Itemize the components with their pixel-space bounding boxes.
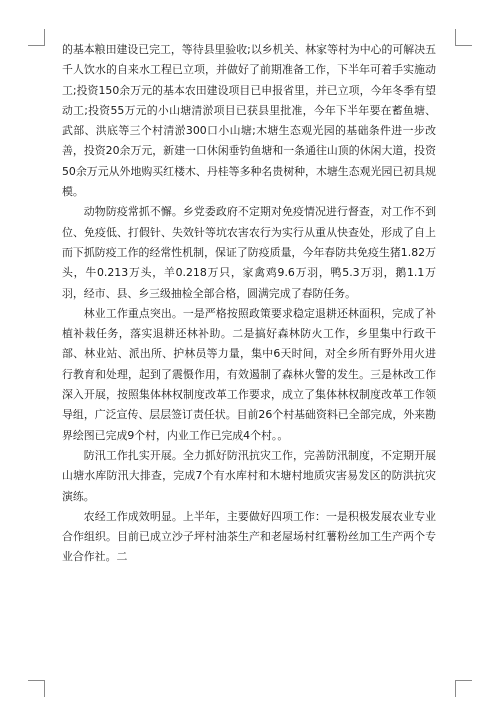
- paragraph-rural-economy: 农经工作成效明显。上半年，主要做好四项工作：一是积极发展农业专业合作组织。目前已成立沙子坪村油茶生产和老屋场村红薯粉丝加工生产两个专业合作社。二: [62, 509, 436, 564]
- paragraph-infrastructure: 的基本粮田建设已完工，等待县里验收;以乡机关、林家等村为中心的可解决五千人饮水的自来水工程已立项，并做好了前期准备工作，下半年可着手实施动工;投资150余万元的基本农田建设项目已申报省里，并已立项，今年冬季有望动工;投资55万元的小山塘清淤项目已获县里批准，今年下半年要在蓄鱼塘、武部、洪底等三个村清淤300口小山塘;木塘生态观光园的基础条件进一步改善，投资20余万元，新建一口休闲垂钓鱼塘和一条通往山顶的休闲大道，投资50余万元从外地购买红楼木、丹桂等多种名贵树种，木塘生态观光园已初具规模。: [62, 43, 436, 199]
- document-body: [62, 40, 436, 568]
- page-corner-mark-top-right: [455, 29, 472, 46]
- page-corner-mark-bottom-right: [455, 680, 472, 697]
- page-corner-mark-top-left: [28, 29, 45, 46]
- page-corner-mark-bottom-left: [28, 680, 45, 697]
- paragraph-animal-epidemic-prevention: 动物防疫常抓不懈。乡党委政府不定期对免疫情况进行督查，对工作不到位、免疫低、打假针、失效针等坑农害农行为实行从重从快查处，形成了自上而下抓防疫工作的经常性机制，保证了防疫质量，今年春防共免疫生猪1.82万头，牛0.213万头，羊0.218万只，家禽鸡9.6万羽，鸭5.3万羽，鹅1.1万羽，经市、县、乡三级抽检全部合格，圆满完成了春防任务。: [62, 205, 436, 300]
- paragraph-forestry-work: 林业工作重点突出。一是严格按照政策要求稳定退耕还林面积，完成了补植补栽任务，落实退耕还林补助。二是搞好森林防火工作，乡里集中行政干部、林业站、派出所、护林员等力量，集中6天时间，对全乡所有野外用火进行教育和处理，起到了震慑作用，有效遏制了森林火警的发生。三是林改工作深入开展，按照集体林权制度改革工作要求，成立了集体林权制度改革工作领导组，广泛宣传、层层签订责任状。目前26个村基础资料已全部完成，外来勘界绘图已完成9个村，内业工作已完成4个村。。: [62, 306, 436, 442]
- paragraph-flood-prevention: 防汛工作扎实开展。全力抓好防汛抗灾工作，完善防汛制度，不定期开展山塘水库防汛大排查，完成7个有水库村和木塘村地质灾害易发区的防洪抗灾演练。: [62, 448, 436, 503]
